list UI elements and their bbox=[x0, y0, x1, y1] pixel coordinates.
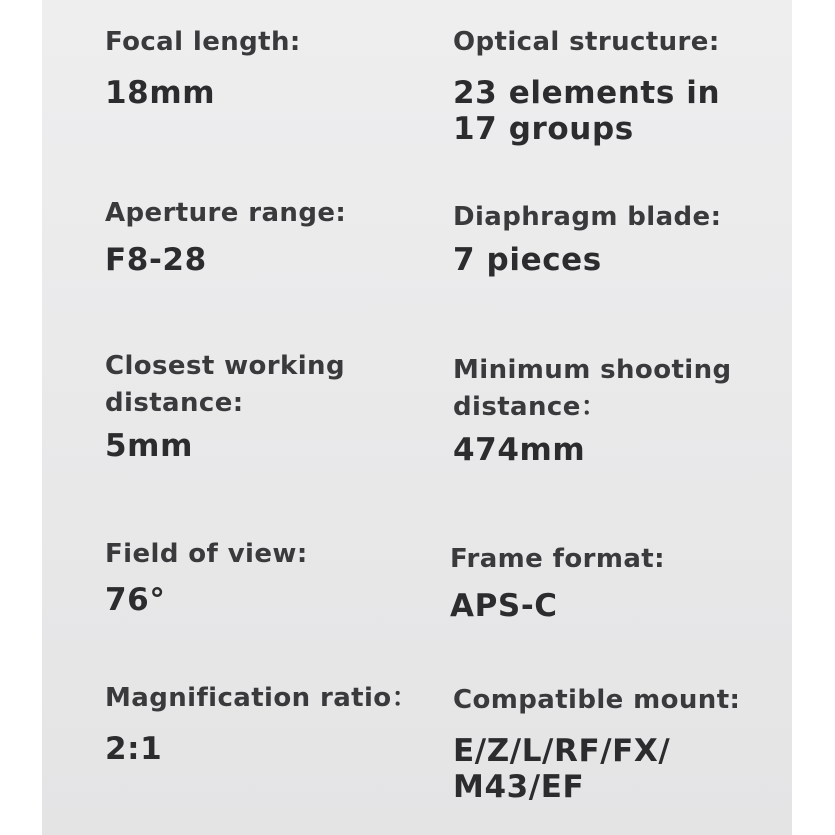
spec-focal-length bbox=[105, 24, 405, 111]
spec-value: APS-C bbox=[450, 588, 558, 624]
spec-value: 23 elements in 17 groups bbox=[453, 75, 721, 147]
spec-minimum-shooting-distance bbox=[453, 352, 753, 468]
spec-label: Minimum shooting distance： bbox=[453, 355, 732, 422]
spec-sheet-panel bbox=[42, 0, 792, 835]
spec-value: 2:1 bbox=[105, 731, 163, 767]
spec-field-of-view bbox=[105, 536, 405, 618]
spec-value: 18mm bbox=[105, 75, 216, 111]
spec-value: 474mm bbox=[453, 432, 586, 468]
spec-label: Optical structure: bbox=[453, 27, 720, 57]
spec-label: Magnification ratio： bbox=[105, 683, 418, 713]
spec-compatible-mount bbox=[453, 682, 783, 805]
spec-value: E/Z/L/RF/FX/ M43/EF bbox=[453, 733, 671, 805]
spec-frame-format bbox=[450, 541, 750, 624]
spec-diaphragm-blade bbox=[453, 199, 753, 278]
spec-value: 7 pieces bbox=[453, 242, 602, 278]
spec-label: Focal length: bbox=[105, 27, 301, 57]
spec-value: F8-28 bbox=[105, 242, 207, 278]
spec-value: 76° bbox=[105, 582, 166, 618]
spec-label: Diaphragm blade: bbox=[453, 202, 722, 232]
spec-label: Closest working distance: bbox=[105, 351, 345, 418]
spec-aperture-range bbox=[105, 195, 405, 278]
spec-label: Compatible mount: bbox=[453, 685, 741, 715]
spec-label: Aperture range: bbox=[105, 198, 347, 228]
spec-magnification-ratio bbox=[105, 680, 435, 767]
spec-label: Field of view: bbox=[105, 539, 308, 569]
spec-value: 5mm bbox=[105, 428, 193, 464]
spec-closest-working-distance bbox=[105, 348, 405, 464]
spec-optical-structure bbox=[453, 24, 753, 147]
spec-label: Frame format: bbox=[450, 544, 665, 574]
